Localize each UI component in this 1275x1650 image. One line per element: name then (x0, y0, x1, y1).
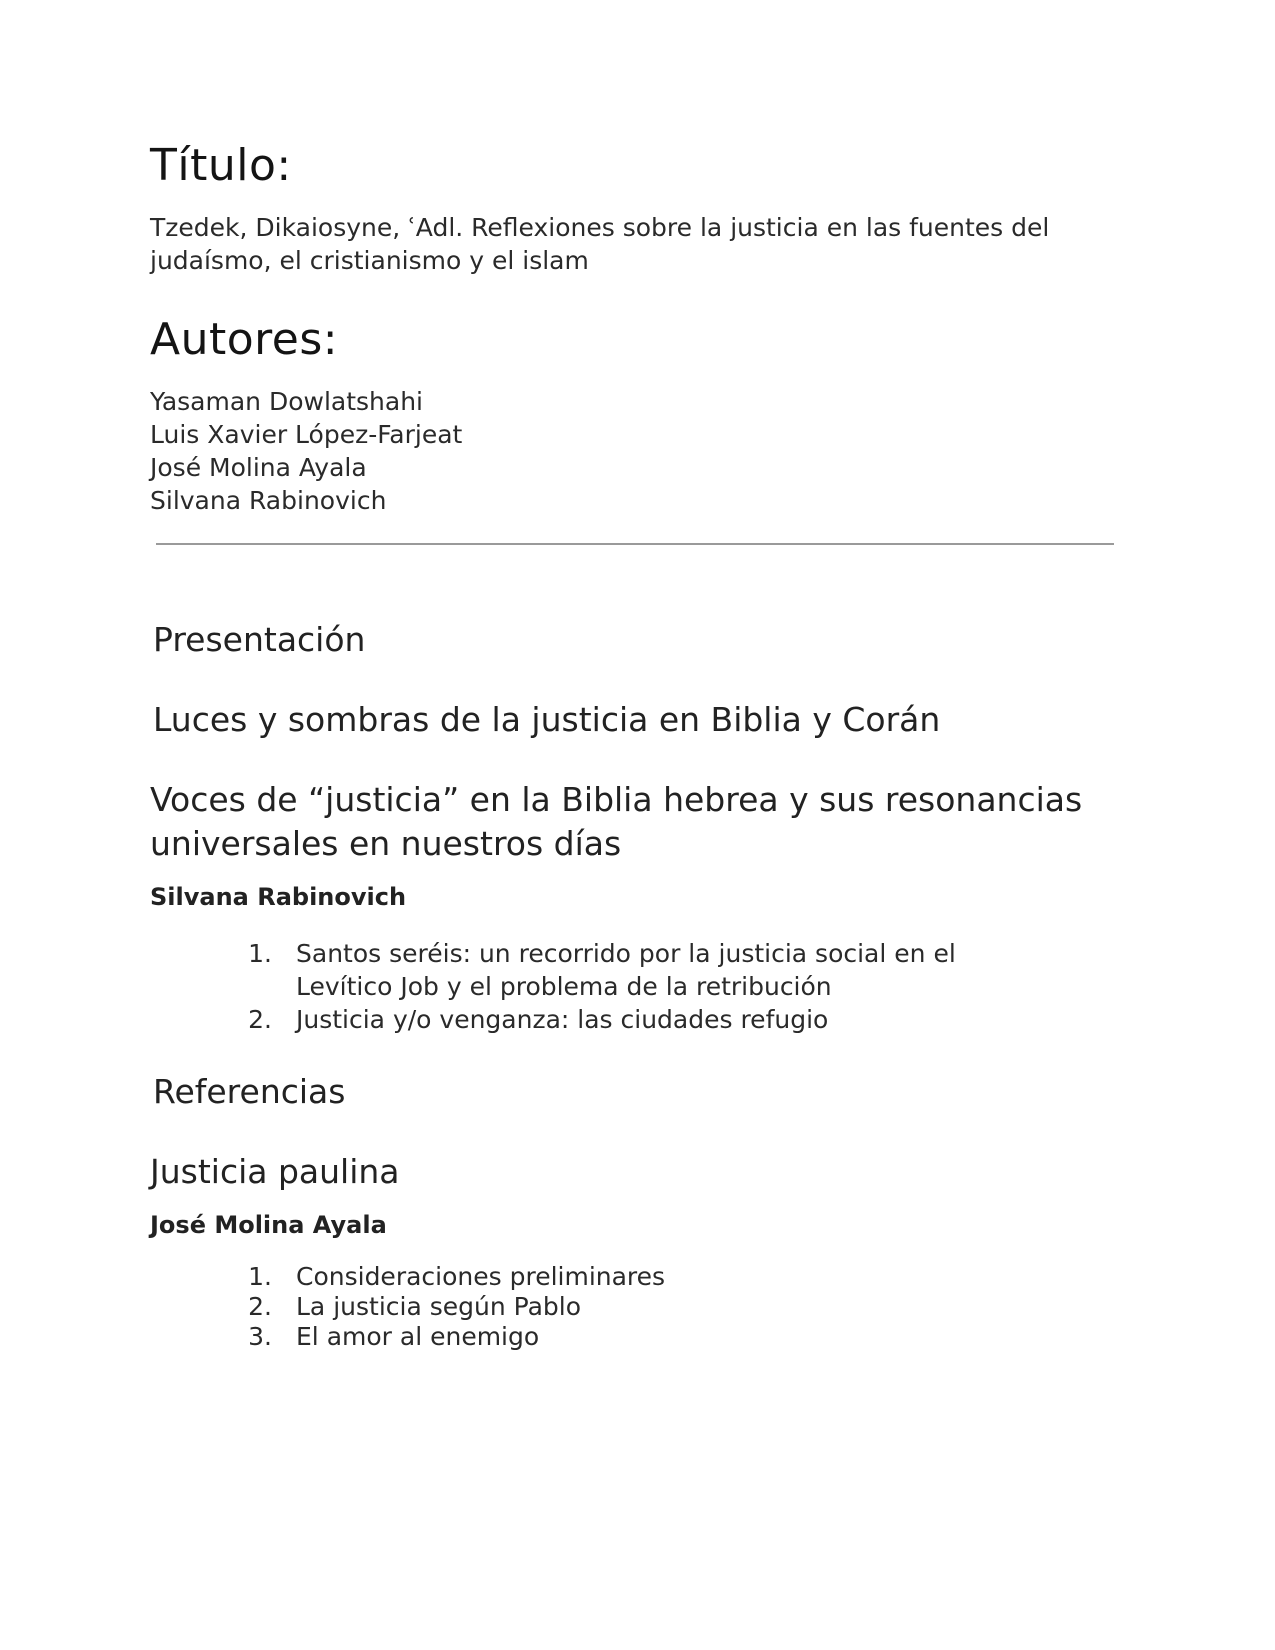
list-number: 2. (248, 1005, 272, 1034)
section-divider (156, 543, 1114, 545)
voces-subsections (248, 937, 1016, 1036)
toc-justicia-paulina: Justicia paulina (150, 1152, 400, 1191)
title-heading: Título: (150, 140, 292, 191)
toc-luces-y-sombras: Luces y sombras de la justicia en Biblia y Corán (153, 700, 941, 739)
list-item-text: Justicia y/o venganza: las ciudades refugio (296, 1005, 829, 1034)
authors-heading: Autores: (150, 314, 339, 365)
list-number: 2. (248, 1292, 272, 1321)
author-name: Silvana Rabinovich (150, 486, 387, 515)
list-item (248, 1262, 1016, 1292)
list-item-text: Santos seréis: un recorrido por la justicia social en el Levítico Job y el problema de la retribución (296, 939, 956, 1001)
title-text: Tzedek, Dikaiosyne, ʿAdl. Reflexiones sobre la justicia en las fuentes del judaísmo, el cristianismo y el islam (150, 213, 1050, 275)
list-number: 1. (248, 1262, 272, 1291)
toc-voces-de-justicia: Voces de “justicia” en la Biblia hebrea y sus resonancias universales en nuestros días (150, 780, 1083, 863)
author-name: José Molina Ayala (150, 453, 367, 482)
list-item (248, 937, 1016, 1003)
paulina-subsections (248, 1262, 1016, 1352)
list-item-text: El amor al enemigo (296, 1322, 540, 1351)
list-number: 3. (248, 1322, 272, 1351)
chapter-author: Silvana Rabinovich (150, 883, 407, 911)
toc-presentacion: Presentación (153, 620, 366, 659)
list-item-text: Consideraciones preliminares (296, 1262, 666, 1291)
author-name: Luis Xavier López-Farjeat (150, 420, 463, 449)
list-number: 1. (248, 939, 272, 968)
list-item (248, 1292, 1016, 1322)
chapter-author: José Molina Ayala (150, 1211, 387, 1239)
list-item-text: La justicia según Pablo (296, 1292, 582, 1321)
toc-referencias: Referencias (153, 1072, 346, 1111)
list-item (248, 1003, 1016, 1036)
list-item (248, 1322, 1016, 1352)
authors-list (150, 385, 462, 517)
author-name: Yasaman Dowlatshahi (150, 387, 423, 416)
